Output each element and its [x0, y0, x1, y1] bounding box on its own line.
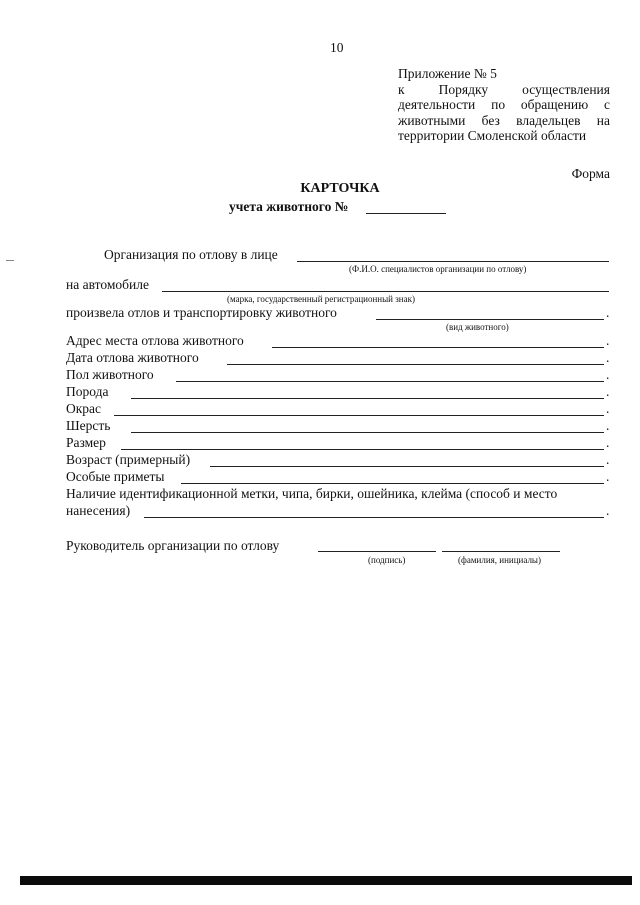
color-field[interactable] [114, 415, 604, 416]
marks-dot: . [606, 469, 610, 484]
card-title: КАРТОЧКА [300, 181, 380, 196]
color-label: Окрас [66, 401, 102, 416]
appendix-line: животными без владельцев на [398, 112, 610, 128]
age-field[interactable] [210, 466, 604, 467]
vehicle-hint: (марка, государственный регистрационный знак) [227, 294, 415, 304]
breed-dot: . [606, 384, 610, 399]
date-field[interactable] [227, 364, 604, 365]
identification-dot: . [606, 503, 610, 518]
age-dot: . [606, 452, 610, 467]
appendix-line: Приложение № 5 [398, 66, 497, 81]
identification-label-cont: нанесения) [66, 503, 131, 518]
marks-label: Особые приметы [66, 469, 165, 484]
signature-name-hint: (фамилия, инициалы) [458, 555, 541, 565]
signature-field[interactable] [318, 551, 436, 552]
sex-field[interactable] [176, 381, 604, 382]
signature-label: Руководитель организации по отлову [66, 538, 280, 553]
identification-field[interactable] [144, 517, 604, 518]
vehicle-label: на автомобиле [66, 277, 149, 292]
address-field[interactable] [272, 347, 604, 348]
organization-label: Организация по отлову в лице [104, 247, 278, 262]
breed-label: Порода [66, 384, 109, 399]
sex-dot: . [606, 367, 610, 382]
vehicle-field[interactable] [162, 291, 609, 292]
size-label: Размер [66, 435, 106, 450]
form-label: Форма [571, 166, 610, 181]
date-dot: . [606, 350, 610, 365]
signature-name-field[interactable] [442, 551, 560, 552]
page-number: 10 [330, 40, 344, 55]
bottom-scan-bar [20, 876, 632, 885]
capture-hint: (вид животного) [446, 322, 509, 332]
breed-field[interactable] [131, 398, 604, 399]
capture-label: произвела отлов и транспортировку животного [66, 305, 337, 320]
appendix-line: деятельности по обращению с [398, 97, 610, 112]
fur-dot: . [606, 418, 610, 433]
address-label: Адрес места отлова животного [66, 333, 244, 348]
color-dot: . [606, 401, 610, 416]
organization-hint: (Ф.И.О. специалистов организации по отлову) [349, 264, 527, 274]
fur-field[interactable] [131, 432, 604, 433]
margin-mark [6, 260, 14, 261]
capture-dot: . [606, 305, 610, 320]
size-dot: . [606, 435, 610, 450]
signature-sign-hint: (подпись) [368, 555, 406, 565]
age-label: Возраст (примерный) [66, 452, 191, 467]
marks-field[interactable] [181, 483, 604, 484]
capture-field[interactable] [376, 319, 604, 320]
identification-label: Наличие идентификационной метки, чипа, бирки, ошейника, клейма (способ и место [66, 486, 558, 501]
date-label: Дата отлова животного [66, 350, 199, 365]
appendix-line: к Порядку осуществления [398, 81, 610, 97]
organization-field[interactable] [297, 261, 609, 262]
appendix-line: территории Смоленской области [398, 128, 587, 143]
card-subtitle: учета животного № [229, 199, 349, 214]
fur-label: Шерсть [66, 418, 111, 433]
card-number-field[interactable] [366, 213, 446, 214]
address-dot: . [606, 333, 610, 348]
sex-label: Пол животного [66, 367, 154, 382]
appendix-block [398, 66, 610, 144]
size-field[interactable] [121, 449, 604, 450]
